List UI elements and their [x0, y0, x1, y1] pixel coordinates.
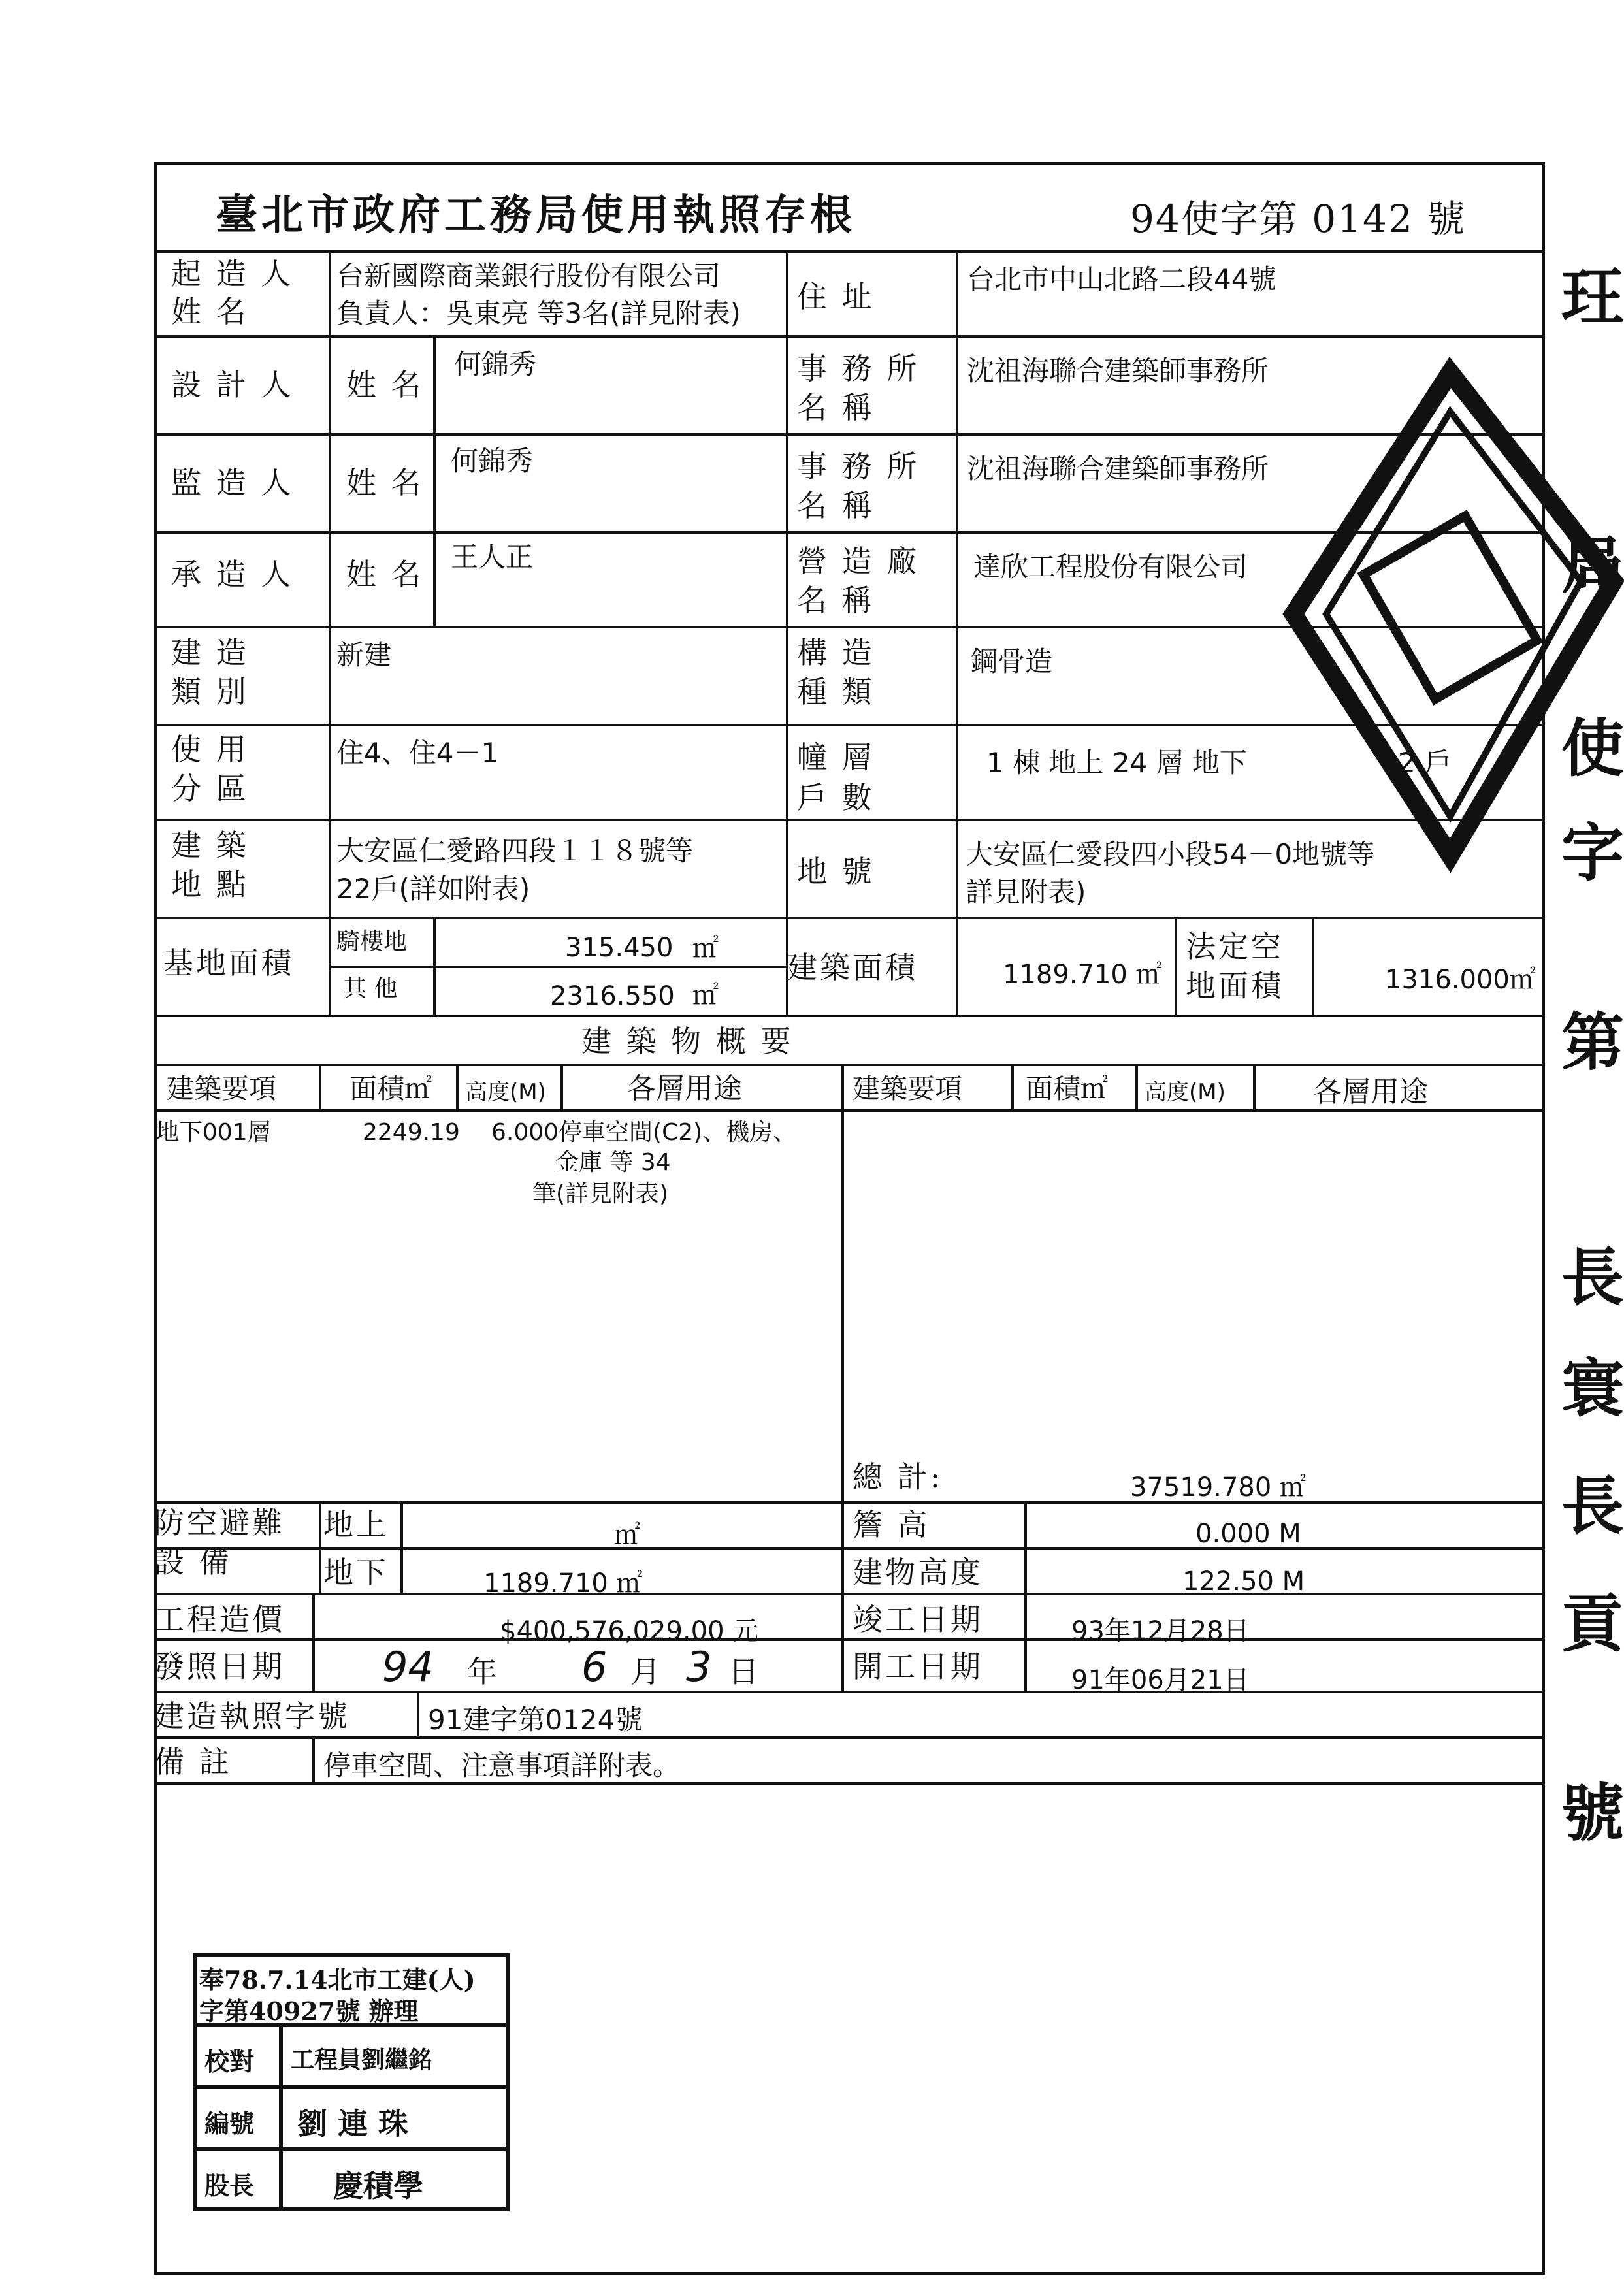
arcade-unit: ㎡	[692, 934, 719, 964]
supervisor-label: 監 造 人	[171, 465, 294, 500]
margin-char-2: 局	[1561, 528, 1624, 602]
supervisor-office-label-1: 事 務 所	[797, 449, 920, 484]
arcade-area: 315.450	[565, 933, 674, 963]
building-area: 1189.710 ㎡	[1003, 960, 1162, 990]
structure-value: 鋼骨造	[970, 645, 1053, 677]
other-area-label: 其 他	[343, 975, 398, 1002]
other-unit: ㎡	[692, 981, 719, 1011]
building-height-label: 建物高度	[853, 1555, 983, 1590]
cost-value: $400,576,029.00 元	[500, 1616, 759, 1646]
contractor-office: 達欣工程股份有限公司	[973, 551, 1248, 583]
eave-label: 簷 高	[853, 1507, 930, 1542]
shelter-below-label: 地下	[323, 1555, 389, 1590]
unit-count-label-1: 幢 層	[797, 739, 875, 775]
margin-char-5: 第	[1561, 1005, 1624, 1079]
issue-day-char: 日	[728, 1654, 761, 1689]
address-label: 住 址	[797, 279, 875, 314]
total-label: 總 計:	[853, 1459, 943, 1495]
total-value: 37519.780 ㎡	[1130, 1472, 1307, 1503]
issue-date-label: 發照日期	[154, 1649, 285, 1684]
other-area: 2316.550	[550, 981, 675, 1011]
address-value: 台北市中山北路二段44號	[967, 263, 1276, 295]
eave-value: 0.000 M	[1195, 1519, 1301, 1549]
margin-char-6: 長	[1561, 1241, 1624, 1314]
issue-year: 94	[382, 1643, 434, 1691]
lot-value-1: 大安區仁愛段四小段54－0地號等	[966, 838, 1375, 870]
designer-office-label-2: 名 稱	[797, 390, 875, 425]
contractor-office-label-2: 名 稱	[797, 583, 875, 618]
zoning-value: 住4、住4－1	[336, 737, 499, 769]
lot-label: 地 號	[797, 854, 875, 889]
stamp-check-label: 校對	[204, 2047, 255, 2076]
structure-label-1: 構 造	[797, 635, 875, 670]
unit-count-label-2: 戶 數	[797, 780, 875, 815]
completion-date: 93年12月28日	[1071, 1616, 1250, 1646]
col-item-right: 建築要項	[853, 1073, 963, 1105]
start-date-label: 開工日期	[853, 1649, 983, 1684]
arcade-label: 騎樓地	[336, 928, 408, 955]
supervisor-office-label-2: 名 稱	[797, 488, 875, 523]
note-label: 備 註	[154, 1744, 232, 1779]
shelter-label-2: 設 備	[154, 1544, 232, 1580]
margin-char-3: 使	[1561, 711, 1624, 785]
structure-label-2: 種 類	[797, 674, 875, 709]
designer-name-label: 姓 名	[346, 367, 424, 402]
designer-office: 沈祖海聯合建築師事務所	[967, 355, 1269, 387]
unit-count-value: 1 棟 地上 24 層 地下	[986, 747, 1247, 779]
permit-number: 94使字第 0142 號	[1130, 197, 1467, 241]
stamp-line-2: 字第40927號 辦理	[199, 1996, 419, 2026]
stamp-chief-label: 股長	[204, 2171, 255, 2200]
designer-name: 何錦秀	[454, 348, 537, 380]
contractor-name-label: 姓 名	[346, 557, 424, 592]
contractor-label: 承 造 人	[171, 557, 294, 592]
shelter-below-value: 1189.710 ㎡	[483, 1568, 643, 1599]
location-value-2: 22戶(詳如附表)	[336, 873, 530, 905]
contractor-name: 王人正	[451, 541, 534, 573]
license-label: 建造執照字號	[154, 1698, 350, 1734]
start-date: 91年06月21日	[1071, 1665, 1250, 1695]
margin-char-8: 長	[1561, 1469, 1624, 1543]
unit-count-households: 2 戶	[1398, 747, 1452, 779]
build-type-label-2: 類 別	[171, 674, 249, 709]
stamp-chief-name: 慶積學	[333, 2168, 423, 2203]
margin-char-9: 貢	[1561, 1587, 1624, 1661]
open-area-label-2: 地面積	[1186, 968, 1284, 1003]
issue-month: 6	[581, 1643, 608, 1691]
note-value: 停車空間、注意事項詳附表。	[323, 1749, 681, 1781]
summary-heading: 建 築 物 概 要	[581, 1024, 794, 1059]
stamp-line-1: 奉78.7.14北市工建(人)	[199, 1965, 476, 1994]
open-area-label-1: 法定空	[1186, 929, 1284, 964]
col-height-left: 高度(M)	[465, 1079, 546, 1105]
margin-char-1: 玨	[1561, 261, 1624, 334]
floor-entry-area: 2249.19	[363, 1119, 460, 1146]
supervisor-office: 沈祖海聯合建築師事務所	[967, 453, 1269, 485]
margin-char-7: 寰	[1561, 1352, 1624, 1425]
builder-label-1: 起 造 人	[171, 256, 294, 291]
col-area-right: 面積㎡	[1026, 1073, 1109, 1105]
designer-office-label-1: 事 務 所	[797, 351, 920, 386]
floor-entry-name: 地下001層	[155, 1119, 271, 1146]
builder-label-2: 姓 名	[171, 294, 249, 329]
site-area-label: 基地面積	[163, 945, 294, 981]
contractor-office-label-1: 營 造 廠	[797, 544, 920, 579]
completion-label: 竣工日期	[853, 1602, 983, 1637]
build-type-value: 新建	[336, 639, 392, 671]
location-label-1: 建 築	[171, 828, 249, 863]
floor-entry-use-1: 6.000停車空間(C2)、機房、	[491, 1119, 797, 1146]
approval-stamp	[193, 1953, 510, 2211]
supervisor-name-label: 姓 名	[346, 465, 424, 500]
stamp-edit-label: 編號	[204, 2109, 255, 2138]
supervisor-name: 何錦秀	[451, 445, 534, 477]
issue-day: 3	[686, 1643, 712, 1691]
zoning-label-2: 分 區	[171, 771, 249, 806]
shelter-above-label: 地上	[323, 1507, 389, 1542]
build-type-label-1: 建 造	[171, 635, 249, 670]
stamp-editor: 劉 連 珠	[297, 2106, 409, 2141]
designer-label: 設 計 人	[171, 367, 294, 402]
floor-entry-use-2: 金庫 等 34	[555, 1149, 671, 1176]
col-use-right: 各層用途	[1313, 1075, 1428, 1109]
floor-entry-use-3: 筆(詳見附表)	[532, 1180, 669, 1207]
location-label-2: 地 點	[171, 867, 249, 902]
col-height-right: 高度(M)	[1145, 1079, 1226, 1105]
building-height-value: 122.50 M	[1182, 1567, 1305, 1597]
builder-name-2: 負責人：吳東亮 等3名(詳見附表)	[336, 297, 741, 329]
page-title: 臺北市政府工務局使用執照存根	[216, 191, 856, 240]
issue-year-char: 年	[467, 1654, 500, 1689]
stamp-engineer: 工程員劉繼銘	[291, 2046, 432, 2073]
col-use-left: 各層用途	[627, 1072, 742, 1105]
margin-char-10: 號	[1561, 1776, 1624, 1850]
issue-month-char: 月	[630, 1654, 663, 1689]
cost-label: 工程造價	[154, 1602, 285, 1637]
lot-value-2: 詳見附表)	[966, 876, 1086, 908]
location-value-1: 大安區仁愛路四段１１８號等	[336, 835, 694, 867]
builder-name-1: 台新國際商業銀行股份有限公司	[336, 260, 721, 292]
building-area-label: 建築面積	[787, 950, 918, 985]
license-value: 91建字第0124號	[428, 1704, 643, 1736]
zoning-label-1: 使 用	[171, 732, 249, 767]
shelter-label-1: 防空避難	[154, 1505, 285, 1540]
col-item-left: 建築要項	[167, 1073, 277, 1105]
shelter-above-value: ㎡	[614, 1520, 640, 1550]
margin-char-4: 字	[1561, 816, 1624, 890]
open-area: 1316.000㎡	[1385, 965, 1536, 995]
col-area-left: 面積㎡	[349, 1073, 432, 1105]
